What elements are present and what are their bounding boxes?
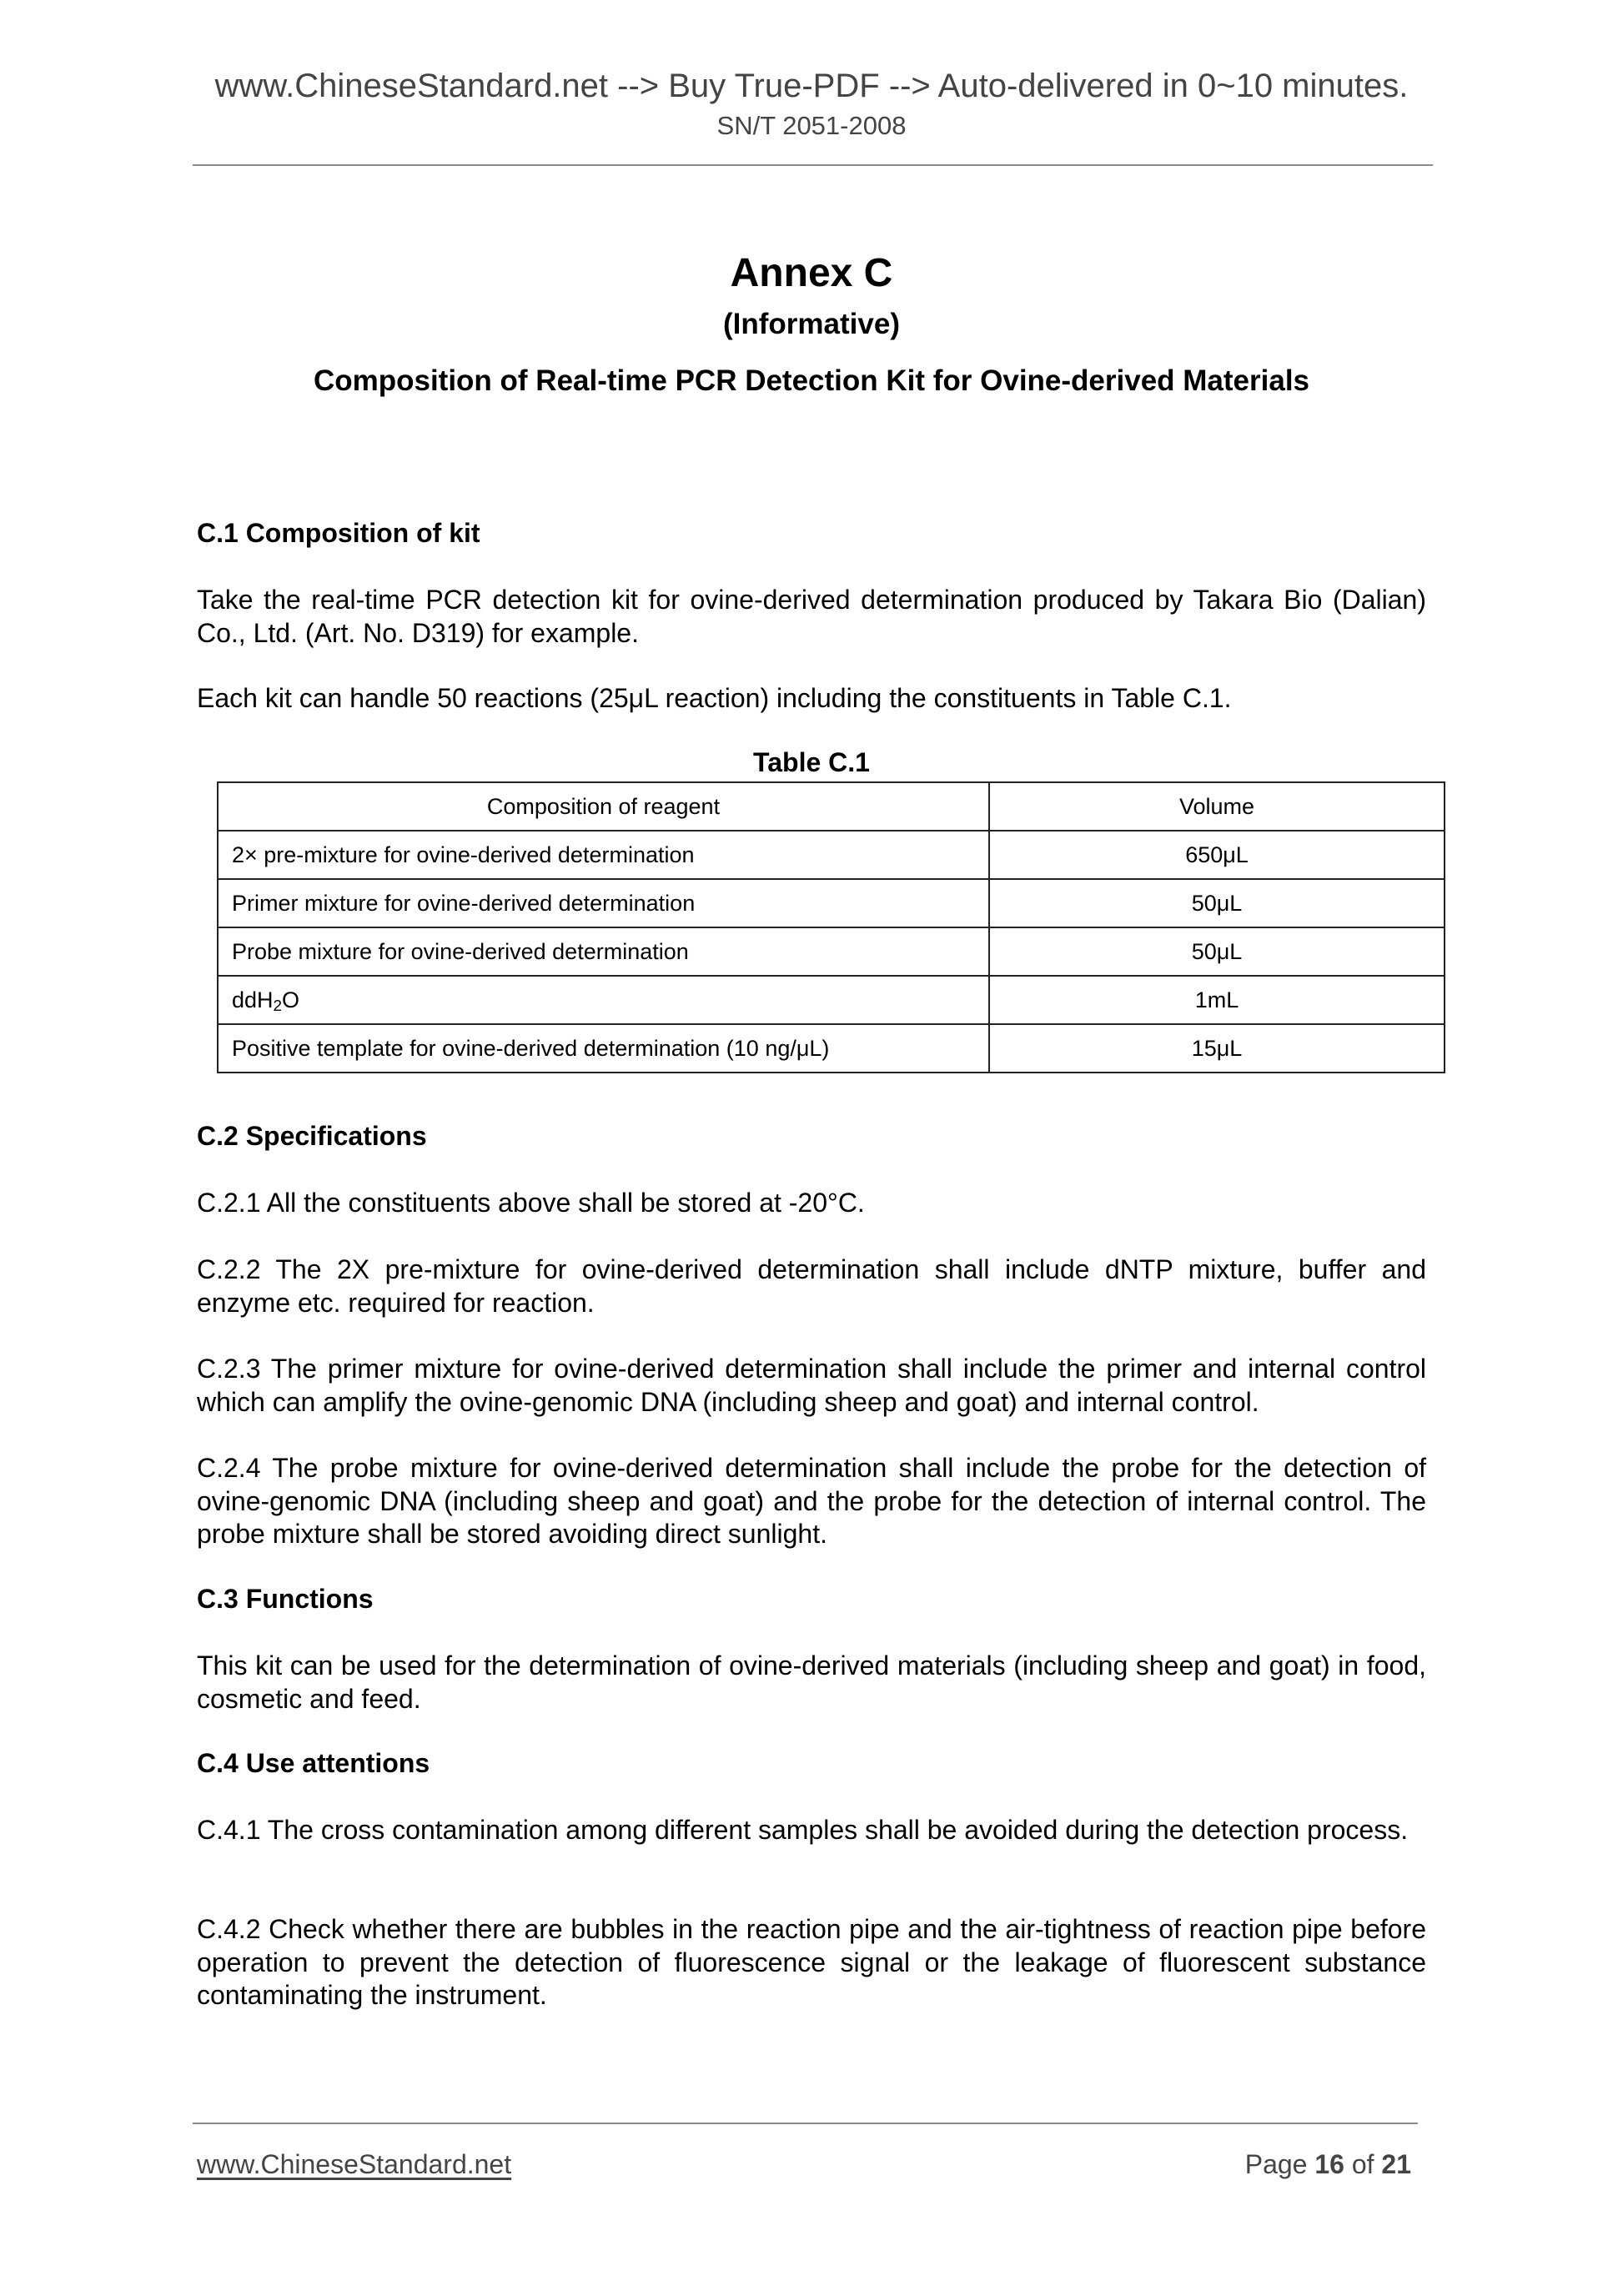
footer-site-link[interactable]: www.ChineseStandard.net [197,2149,512,2179]
table-row [218,927,1445,976]
paragraph-c2-2: C.2.2 The 2X pre-mixture for ovine-derived determination shall include dNTP mixture, buffer and enzyme etc. required for reaction. [197,1254,1426,1318]
page-current: 16 [1314,2149,1344,2179]
annex-title: Composition of Real-time PCR Detection Kit for Ovine-derived Materials [313,364,1310,397]
page-total: 21 [1381,2149,1411,2179]
paragraph-c2-1: C.2.1 All the constituents above shall be stored at -20°C. [197,1188,865,1218]
section-heading-c1: C.1 Composition of kit [197,518,480,548]
reagent-formula-prefix: ddH [232,987,274,1012]
table-row [218,831,1445,879]
table-row [218,976,1445,1024]
reagent-table [217,781,1445,1073]
section-heading-c3: C.3 Functions [197,1584,374,1614]
section-heading-c2: C.2 Specifications [197,1121,427,1151]
volume-cell: 50μL [989,879,1445,927]
standard-code: SN/T 2051-2008 [716,111,907,140]
annex-label: Annex C [730,251,893,295]
paragraph-c4-1: C.4.1 The cross contamination among different samples shall be avoided during the detection process. [197,1815,1409,1845]
reagent-cell: Primer mixture for ovine-derived determination [218,879,989,927]
column-header-reagent: Composition of reagent [218,782,989,831]
page-indicator [1084,2148,1411,2180]
table-header-row [218,782,1445,831]
table-row [218,1024,1445,1073]
page-word: Page [1244,2149,1308,2179]
paragraph-c3: This kit can be used for the determination of ovine-derived materials (including sheep and goat) in food, cosmetic and feed. [197,1650,1426,1714]
paragraph-c2-4: C.2.4 The probe mixture for ovine-derived determination shall include the probe for the detection of ovine-genomic DNA (including sheep and goat) and the probe for the detection of internal control. The probe mixture shall be stored avoiding direct sunlight. [197,1453,1426,1549]
annex-type: (Informative) [723,308,900,340]
volume-cell: 50μL [989,927,1445,976]
table-row [218,879,1445,927]
column-header-volume: Volume [989,782,1445,831]
page-of: of [1351,2149,1374,2179]
footer-divider [193,2123,1418,2124]
reagent-cell: Positive template for ovine-derived determination (10 ng/μL) [218,1024,989,1073]
paragraph-c1-kit-source: Take the real-time PCR detection kit for ovine-derived determination produced by Takara Bio (Dalian) Co., Ltd. (Art. No. D319) for example. [197,585,1426,648]
reagent-cell [218,976,989,1024]
reagent-cell: 2× pre-mixture for ovine-derived determination [218,831,989,879]
paragraph-c2-3: C.2.3 The primer mixture for ovine-derived determination shall include the primer and internal control which can amplify the ovine-genomic DNA (including sheep and goat) and internal control. [197,1354,1426,1417]
paragraph-c1-reactions: Each kit can handle 50 reactions (25μL reaction) including the constituents in Table C.1. [197,683,1232,713]
volume-cell: 1mL [989,976,1445,1024]
header-divider [193,164,1433,166]
reagent-cell: Probe mixture for ovine-derived determination [218,927,989,976]
reagent-formula-subscript: 2 [273,997,283,1015]
volume-cell: 650μL [989,831,1445,879]
volume-cell: 15μL [989,1024,1445,1073]
section-heading-c4: C.4 Use attentions [197,1748,430,1778]
header-banner: www.ChineseStandard.net --> Buy True-PDF --> Auto-delivered in 0~10 minutes. [214,68,1409,104]
table-caption: Table C.1 [753,747,870,777]
reagent-formula-suffix: O [282,987,300,1012]
paragraph-c4-2: C.4.2 Check whether there are bubbles in the reaction pipe and the air-tightness of reaction pipe before operation to prevent the detection of fluorescence signal or the leakage of fluorescent substance contaminating the instrument. [197,1914,1426,2010]
